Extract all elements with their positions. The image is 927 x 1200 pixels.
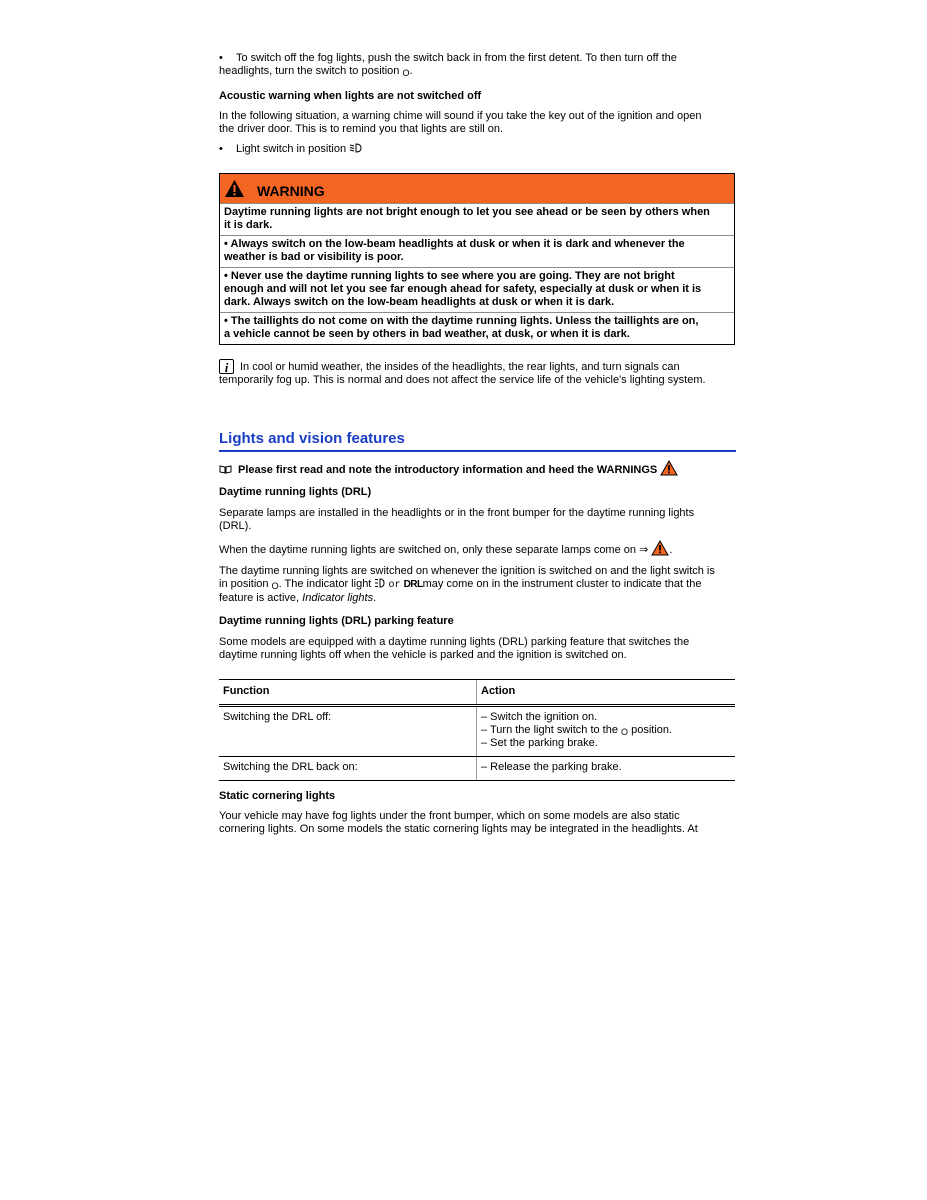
function-cell: Switching the DRL off: bbox=[219, 706, 477, 757]
bullet: • bbox=[219, 52, 223, 64]
fog-off-line1: To switch off the fog lights, push the switch back in from the first detent. To then turn off the bbox=[236, 52, 677, 64]
parking-text: Some models are equipped with a daytime running lights (DRL) parking feature that switches the daytime running lights off when the vehicle is parked and the ignition is switched on. bbox=[219, 636, 690, 661]
fog-off-bullet bbox=[219, 52, 735, 78]
warning-row: • Never use the daytime running lights to see where you are going. They are not bright enough and will not let you see far enough ahead for safety, especially at dusk or when it is dark. Always switch on the low-beam headlights at dusk or when it is dark. bbox=[220, 267, 734, 312]
warning-triangle-icon bbox=[224, 179, 245, 198]
arrow: ⇒ bbox=[639, 544, 649, 556]
drl-p3: The daytime running lights are switched on whenever the ignition is switched on and the light switch is in position O. The indicator light or DRLmay come on in the instrument cluster to indicate that the feature is active, Indicator lights. bbox=[219, 565, 715, 604]
switch-off-symbol: O bbox=[271, 581, 279, 591]
drl-label-icon: DRL bbox=[403, 579, 423, 590]
header-action: Action bbox=[477, 680, 736, 706]
action-cell: – Switch the ignition on. – Turn the light switch to the O position. – Set the parking brake. bbox=[477, 706, 736, 757]
acoustic-heading: Acoustic warning when lights are not switched off bbox=[219, 90, 482, 102]
action-cell: – Release the parking brake. bbox=[477, 757, 736, 781]
acoustic-line1: In the following situation, a warning chime will sound if you take the key out of the ignition and open bbox=[219, 110, 702, 122]
acoustic-bullet bbox=[219, 143, 735, 156]
drl-p2-text: When the daytime running lights are switched on, only these separate lamps come on bbox=[219, 544, 637, 556]
acoustic-bullet-text: Light switch in position bbox=[236, 143, 347, 155]
info-icon: i bbox=[219, 359, 234, 374]
warning-row: Daytime running lights are not bright enough to let you see ahead or be seen by others when it is dark. bbox=[220, 203, 734, 235]
section-title: Lights and vision features bbox=[219, 430, 736, 452]
warning-header bbox=[220, 174, 734, 203]
drl-table bbox=[219, 679, 735, 781]
warning-row: • The taillights do not come on with the daytime running lights. Unless the taillights are on, a vehicle cannot be seen by others in bad weather, at dusk, or when it is dark. bbox=[220, 312, 734, 344]
note-line1: In cool or humid weather, the insides of the headlights, the rear lights, and turn signals can bbox=[240, 361, 680, 373]
table-row bbox=[219, 706, 735, 757]
drl-p2: When the daytime running lights are switched on, only these separate lamps come on ⇒ . bbox=[219, 540, 735, 557]
section-intro bbox=[219, 460, 735, 477]
intro-text[interactable]: Please first read and note the introductory information and heed the WARNINGS bbox=[238, 464, 658, 476]
cornering-text: Your vehicle may have fog lights under the front bumper, which on some models are also static cornering lights. On some models the static cornering lights may be integrated in the headlights. At bbox=[219, 810, 698, 835]
drl-p1: Separate lamps are installed in the headlights or in the front bumper for the daytime running lights (DRL). bbox=[219, 507, 695, 532]
period: . bbox=[409, 65, 413, 77]
note-line2: temporarily fog up. This is normal and does not affect the service life of the vehicle's lighting system. bbox=[219, 374, 706, 386]
info-note bbox=[219, 359, 735, 387]
header-function: Function bbox=[219, 680, 477, 706]
table-row bbox=[219, 757, 735, 781]
warning-row: • Always switch on the low-beam headlights at dusk or when it is dark and whenever the weather is bad or visibility is poor. bbox=[220, 235, 734, 267]
fog-off-line2: headlights, turn the switch to position bbox=[219, 65, 400, 77]
acoustic-line2: the driver door. This is to remind you that lights are still on. bbox=[219, 123, 504, 135]
function-cell: Switching the DRL back on: bbox=[219, 757, 477, 781]
table-header-row bbox=[219, 680, 735, 706]
bullet: • bbox=[219, 143, 223, 155]
parking-heading: Daytime running lights (DRL) parking feature bbox=[219, 615, 454, 627]
switch-off-symbol: O bbox=[402, 68, 410, 78]
acoustic-text bbox=[219, 110, 735, 136]
switch-off-symbol: O bbox=[621, 727, 629, 737]
cornering-heading: Static cornering lights bbox=[219, 790, 336, 802]
warning-box bbox=[219, 173, 735, 345]
book-icon bbox=[219, 464, 232, 474]
drl-indicator-icon bbox=[374, 578, 385, 588]
drl-heading: Daytime running lights (DRL) bbox=[219, 486, 372, 498]
indicator-lights-link[interactable]: Indicator lights bbox=[302, 592, 374, 604]
low-beam-icon bbox=[349, 143, 362, 153]
warning-title: WARNING bbox=[257, 183, 325, 199]
warning-triangle-icon[interactable] bbox=[660, 460, 678, 476]
warning-triangle-icon[interactable] bbox=[651, 540, 669, 556]
